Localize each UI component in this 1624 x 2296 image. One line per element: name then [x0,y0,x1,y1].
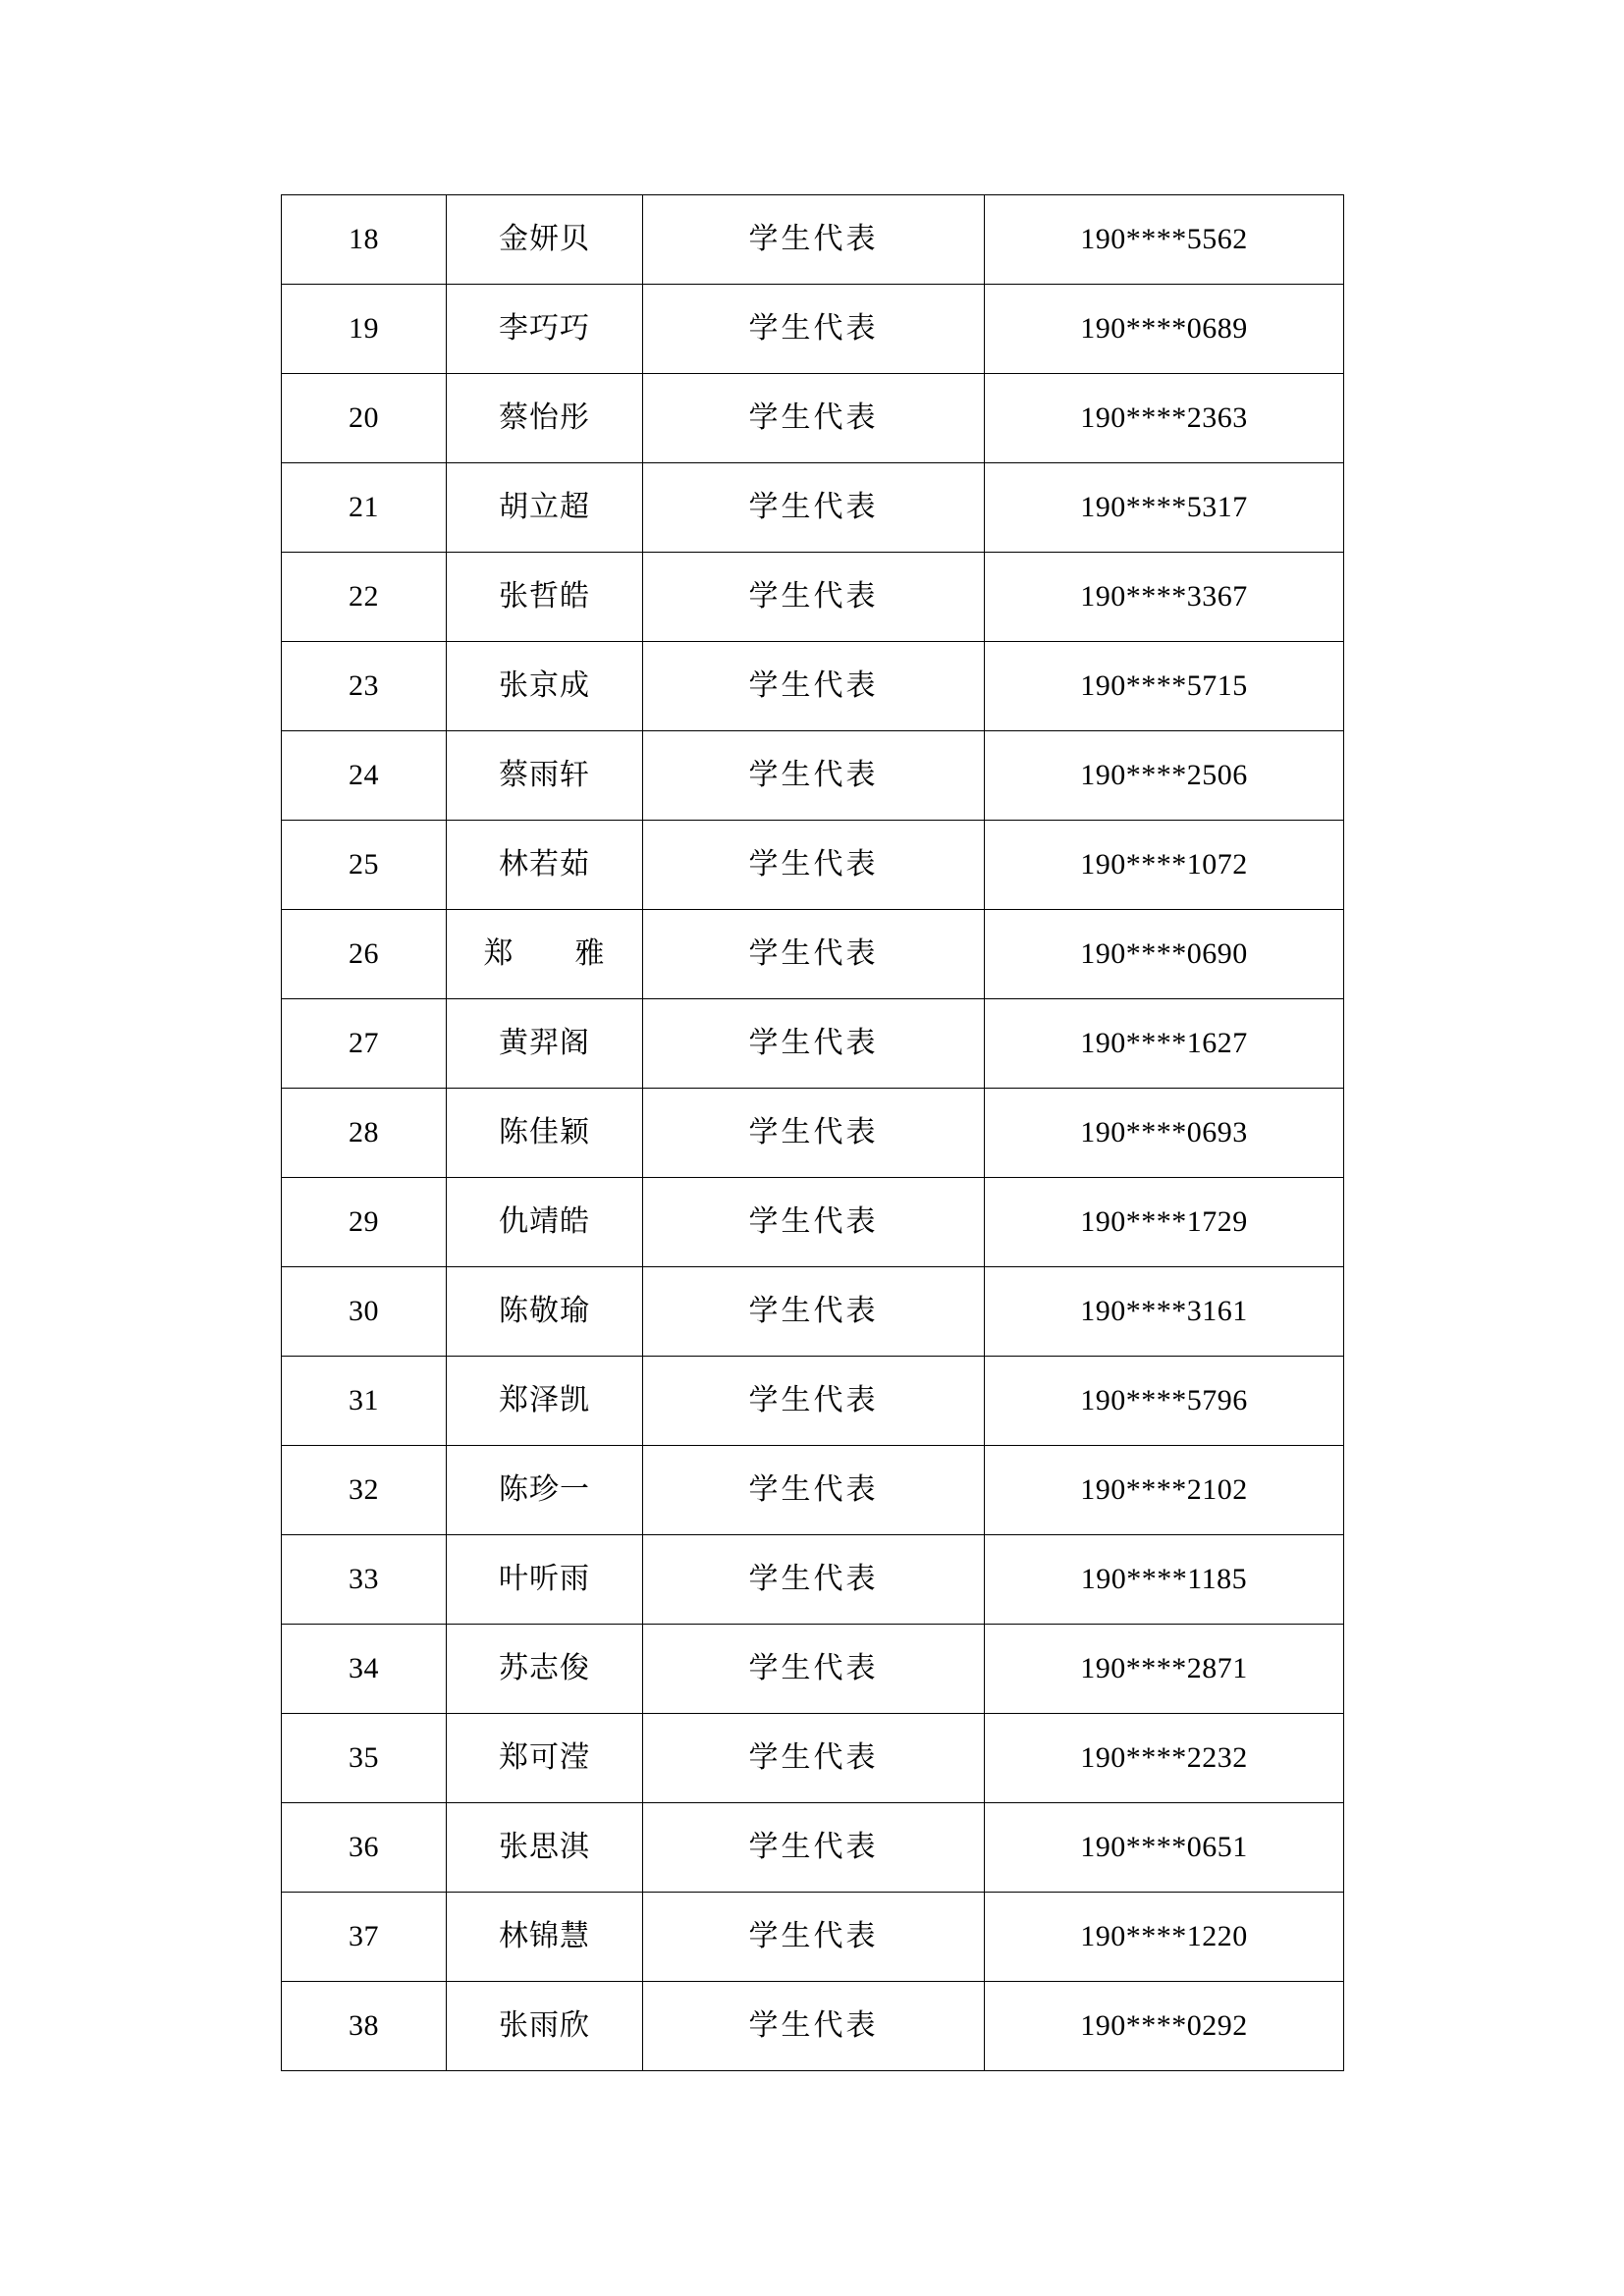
row-name: 张哲皓 [447,553,643,642]
row-role: 学生代表 [643,1178,985,1267]
row-index: 31 [282,1357,447,1446]
table-row [282,1089,1344,1178]
table-row [282,642,1344,731]
table-row [282,553,1344,642]
row-phone: 190****3367 [985,553,1344,642]
row-role: 学生代表 [643,731,985,821]
row-name: 金妍贝 [447,195,643,285]
row-name: 陈珍一 [447,1446,643,1535]
row-phone: 190****1220 [985,1893,1344,1982]
row-index: 38 [282,1982,447,2071]
row-name: 蔡怡彤 [447,374,643,463]
row-phone: 190****1627 [985,999,1344,1089]
row-phone: 190****0689 [985,285,1344,374]
table-row [282,1267,1344,1357]
row-name: 仇靖皓 [447,1178,643,1267]
table-row [282,731,1344,821]
row-name: 陈敬瑜 [447,1267,643,1357]
row-name: 苏志俊 [447,1625,643,1714]
row-name: 张雨欣 [447,1982,643,2071]
table-row [282,910,1344,999]
row-name: 胡立超 [447,463,643,553]
row-phone: 190****5715 [985,642,1344,731]
table-row [282,1714,1344,1803]
row-phone: 190****2506 [985,731,1344,821]
row-index: 33 [282,1535,447,1625]
table-row [282,1893,1344,1982]
row-phone: 190****1072 [985,821,1344,910]
row-phone: 190****0651 [985,1803,1344,1893]
row-role: 学生代表 [643,1714,985,1803]
row-index: 27 [282,999,447,1089]
row-role: 学生代表 [643,1357,985,1446]
table-row [282,1803,1344,1893]
row-name: 张思淇 [447,1803,643,1893]
table-row [282,1982,1344,2071]
row-phone: 190****0690 [985,910,1344,999]
row-role: 学生代表 [643,642,985,731]
row-name: 李巧巧 [447,285,643,374]
row-phone: 190****2102 [985,1446,1344,1535]
row-role: 学生代表 [643,999,985,1089]
row-phone: 190****5796 [985,1357,1344,1446]
row-index: 36 [282,1803,447,1893]
row-name: 林若茹 [447,821,643,910]
row-role: 学生代表 [643,463,985,553]
row-role: 学生代表 [643,1535,985,1625]
roster-table-body [282,195,1344,2071]
row-index: 19 [282,285,447,374]
row-role: 学生代表 [643,195,985,285]
row-role: 学生代表 [643,910,985,999]
row-phone: 190****2232 [985,1714,1344,1803]
row-index: 30 [282,1267,447,1357]
row-name: 蔡雨轩 [447,731,643,821]
row-index: 18 [282,195,447,285]
table-row [282,821,1344,910]
row-role: 学生代表 [643,1446,985,1535]
row-role: 学生代表 [643,1267,985,1357]
row-phone: 190****1185 [985,1535,1344,1625]
table-row [282,285,1344,374]
row-name: 林锦慧 [447,1893,643,1982]
row-index: 32 [282,1446,447,1535]
row-name: 郑可滢 [447,1714,643,1803]
row-name: 叶听雨 [447,1535,643,1625]
row-index: 22 [282,553,447,642]
row-phone: 190****5562 [985,195,1344,285]
row-index: 21 [282,463,447,553]
row-role: 学生代表 [643,1982,985,2071]
row-phone: 190****1729 [985,1178,1344,1267]
row-index: 28 [282,1089,447,1178]
row-name: 黄羿阁 [447,999,643,1089]
row-role: 学生代表 [643,1625,985,1714]
row-name: 郑 雅 [447,910,643,999]
row-role: 学生代表 [643,285,985,374]
table-row [282,195,1344,285]
row-name: 陈佳颖 [447,1089,643,1178]
roster-table-container [281,194,1343,2071]
row-role: 学生代表 [643,1803,985,1893]
row-phone: 190****0292 [985,1982,1344,2071]
table-row [282,1535,1344,1625]
row-index: 25 [282,821,447,910]
table-row [282,1446,1344,1535]
row-index: 26 [282,910,447,999]
row-name: 郑泽凯 [447,1357,643,1446]
row-index: 37 [282,1893,447,1982]
row-role: 学生代表 [643,821,985,910]
table-row [282,1178,1344,1267]
row-role: 学生代表 [643,1089,985,1178]
row-index: 35 [282,1714,447,1803]
row-role: 学生代表 [643,1893,985,1982]
roster-table [281,194,1344,2071]
row-index: 24 [282,731,447,821]
table-row [282,1625,1344,1714]
row-role: 学生代表 [643,374,985,463]
row-phone: 190****0693 [985,1089,1344,1178]
row-index: 23 [282,642,447,731]
table-row [282,374,1344,463]
row-index: 20 [282,374,447,463]
row-role: 学生代表 [643,553,985,642]
row-phone: 190****2871 [985,1625,1344,1714]
row-index: 34 [282,1625,447,1714]
row-phone: 190****2363 [985,374,1344,463]
table-row [282,1357,1344,1446]
table-row [282,463,1344,553]
row-name: 张京成 [447,642,643,731]
row-phone: 190****5317 [985,463,1344,553]
row-phone: 190****3161 [985,1267,1344,1357]
row-index: 29 [282,1178,447,1267]
table-row [282,999,1344,1089]
